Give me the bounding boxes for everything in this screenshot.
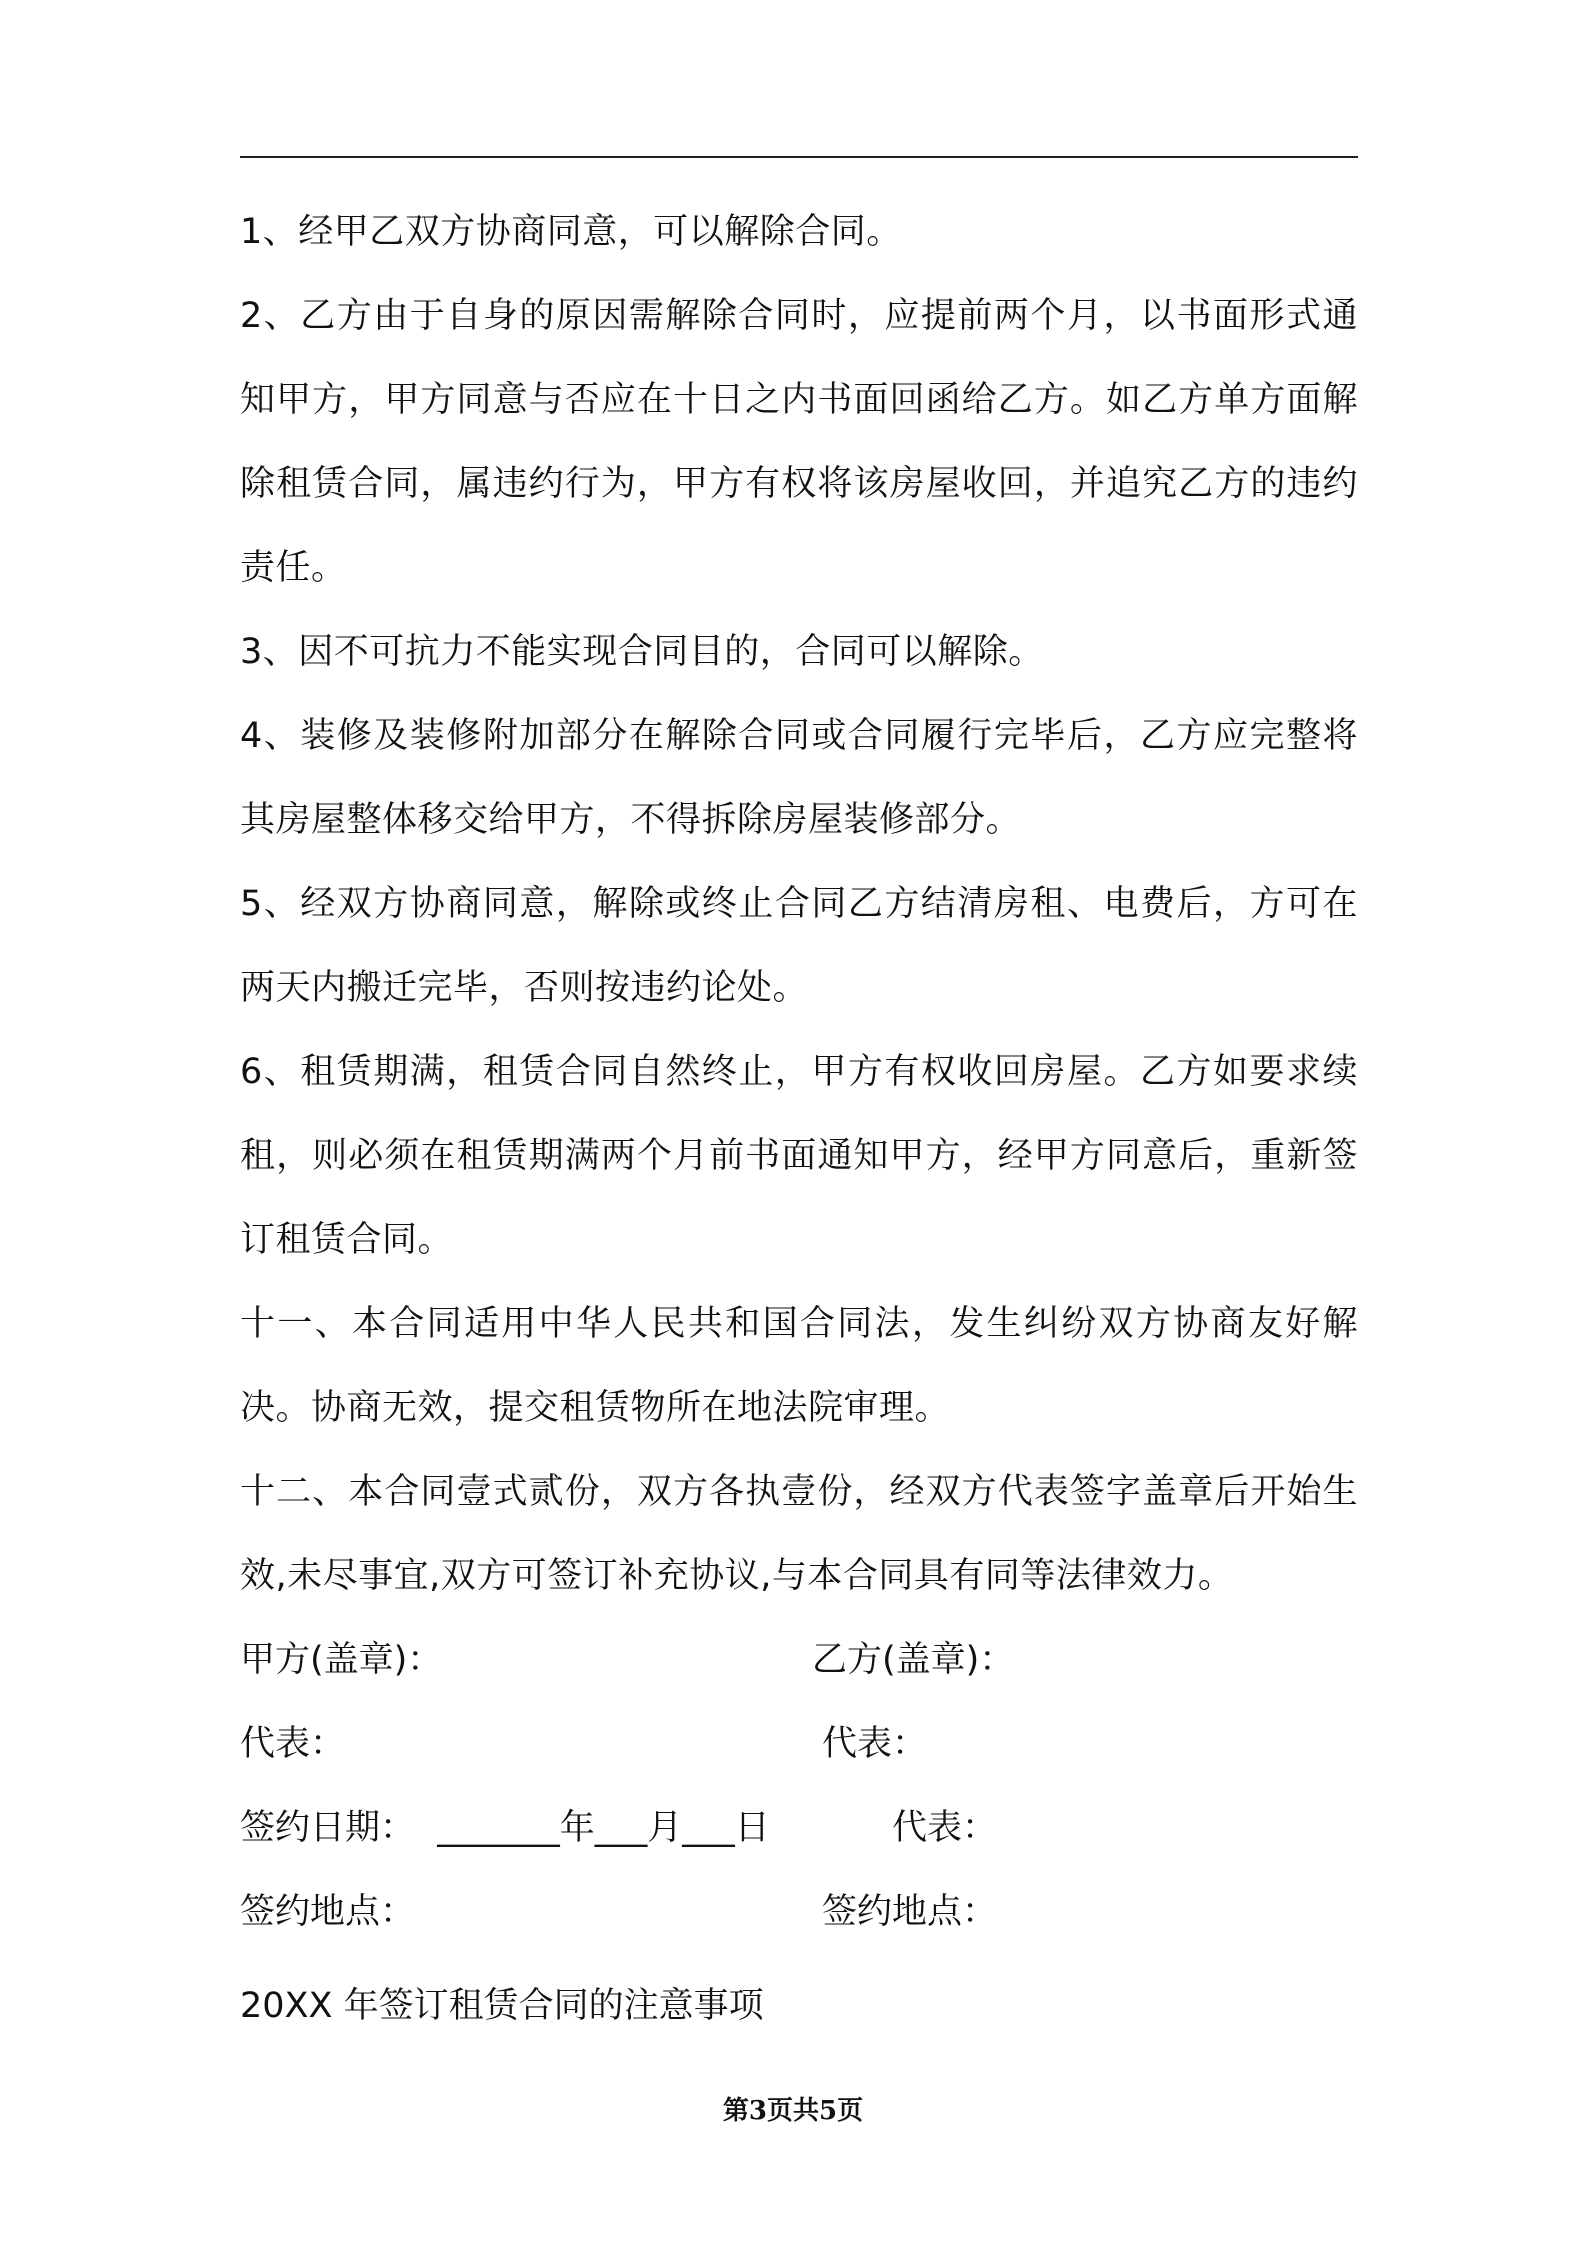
clause-3: 3、因不可抗力不能实现合同目的，合同可以解除。	[240, 632, 1044, 672]
clause-5: 5、经双方协商同意，解除或终止合同乙方结清房租、电费后，方可在两天内搬迁完毕，否则按违约论处。	[240, 884, 1358, 1008]
party-b-place-label: 签约地点：	[822, 1892, 998, 1932]
signature-row-seal	[240, 1618, 1358, 1702]
clause-6: 6、租赁期满，租赁合同自然终止，甲方有权收回房屋。乙方如要求续租，则必须在租赁期满两个月前书面通知甲方，经甲方同意后，重新签订租赁合同。	[240, 1052, 1358, 1260]
document-body	[240, 190, 1358, 2048]
signature-row-place	[240, 1870, 1358, 1954]
sign-date-label: 签约日期： _______年___月___日	[240, 1808, 770, 1848]
party-b-rep-label: 代表：	[822, 1724, 928, 1764]
signature-row-rep	[240, 1702, 1358, 1786]
clause-4: 4、装修及装修附加部分在解除合同或合同履行完毕后，乙方应完整将其房屋整体移交给甲方，不得拆除房屋装修部分。	[240, 716, 1358, 840]
header-rule	[240, 156, 1358, 158]
clause-1: 1、经甲乙双方协商同意，可以解除合同。	[240, 212, 902, 252]
article-11: 十一、本合同适用中华人民共和国合同法，发生纠纷双方协商友好解决。协商无效，提交租赁物所在地法院审理。	[240, 1304, 1358, 1428]
page-number: 第3页共5页	[722, 2096, 864, 2126]
clause-2: 2、乙方由于自身的原因需解除合同时，应提前两个月，以书面形式通知甲方，甲方同意与否应在十日之内书面回函给乙方。如乙方单方面解除租赁合同，属违约行为，甲方有权将该房屋收回，并追究乙方的违约责任。	[240, 296, 1358, 588]
party-a-place-label: 签约地点：	[240, 1892, 416, 1932]
party-a-rep-label: 代表：	[240, 1724, 346, 1764]
party-a-seal-label: 甲方(盖章)：	[240, 1640, 443, 1680]
signature-row-date	[240, 1786, 1358, 1870]
article-12: 十二、本合同壹式贰份，双方各执壹份，经双方代表签字盖章后开始生效,未尽事宜,双方可签订补充协议,与本合同具有同等法律效力。	[240, 1472, 1358, 1596]
party-b-rep2-label: 代表：	[892, 1808, 998, 1848]
party-b-seal-label: 乙方(盖章)：	[812, 1640, 1015, 1680]
next-section-heading: 20XX 年签订租赁合同的注意事项	[240, 1986, 764, 2026]
